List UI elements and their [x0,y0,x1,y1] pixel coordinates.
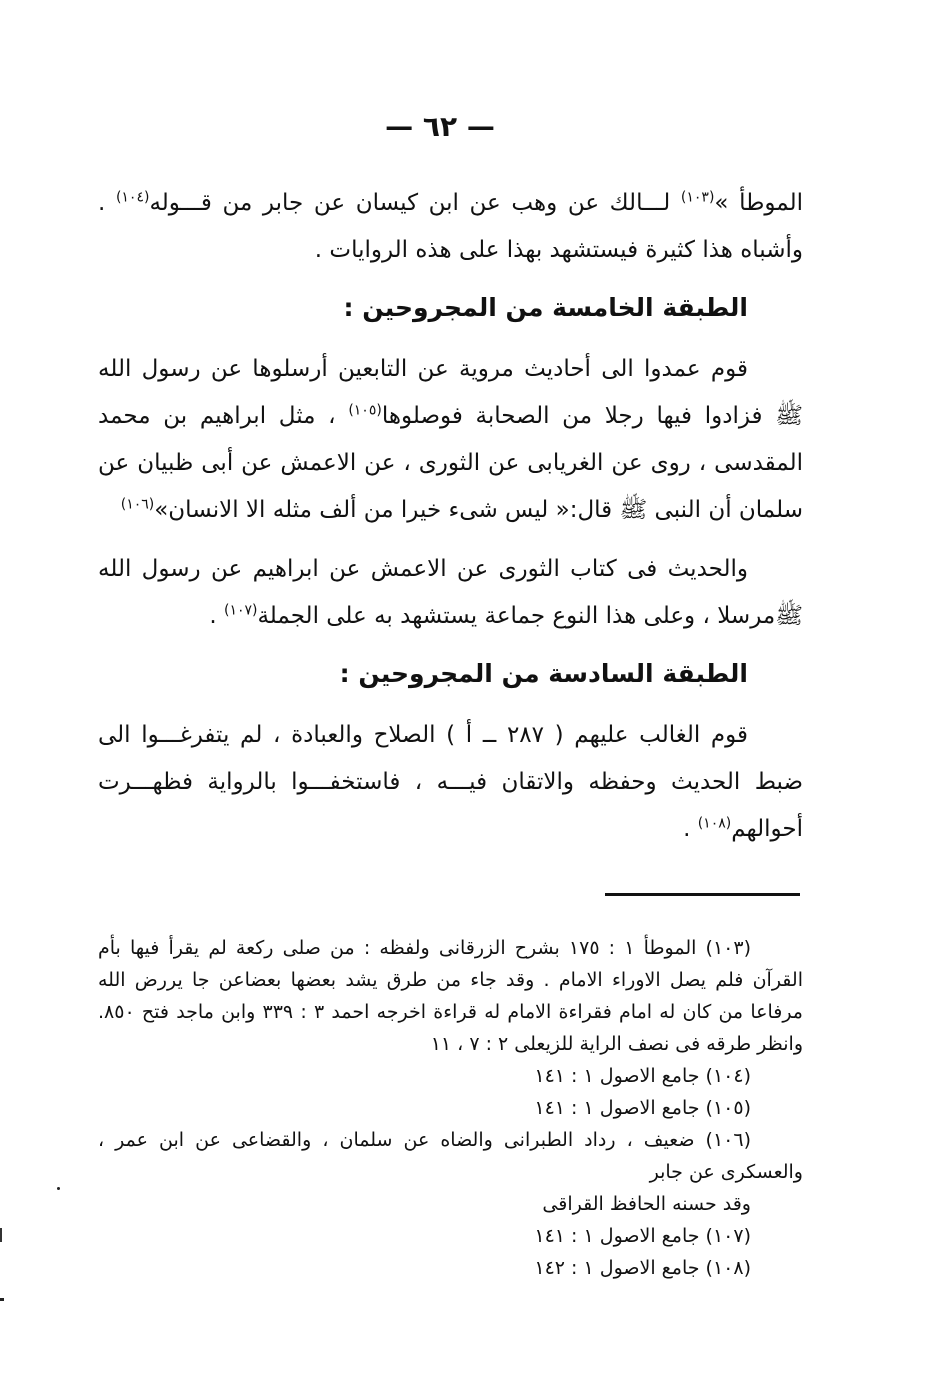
footnote-103: (١٠٣) الموطأ ١ : ١٧٥ بشرح الزرقانى ولفظه : من صلى ركعة لم يقرأ فيها بأم القرآن فلم يصل الاوراء الامام . وقد جاء من طرق يشد بعضها بعضاعن جا يررض الله مرفاعا من كان له امام فقراءة الامام له قراءة اخرجه احمد ٣ : ٣٣٩ وابن ماجد فتح ٨٥٠. وانظر طرقه فى نصف الراية للزيعلى ٢ : ٧ ، ١١ [98,937,803,1055]
footnote-108: (١٠٨) جامع الاصول ١ : ١٤٢ [534,1257,751,1279]
paragraph-intro [98,180,803,274]
footnote-ref-103[interactable]: (١٠٣) [680,189,715,206]
footnote-107: (١٠٧) جامع الاصول ١ : ١٤١ [534,1225,751,1247]
footnote-ref-108[interactable]: (١٠٨) [697,815,732,832]
text-run: لـــالك عن وهب عن ابن كيسان عن جابر من قـــوله [149,190,681,216]
text-run: ، مثل ابراهيم بن محمد المقدسى ، روى عن الغريابى عن الثورى ، عن الاعمش عن أبى ظبيان عن سلمان أن النبى ﷺ قال:« ليس شىء خيرا من ألف مثله الا الانسان» [98,403,803,523]
scan-edge-mark [0,1228,2,1242]
section-heading-5: الطبقة الخامسة من المجروحين : [343,293,748,322]
paragraph-5b [98,546,803,640]
footnote-105: (١٠٥) جامع الاصول ١ : ١٤١ [534,1097,751,1119]
footnotes [98,932,803,1284]
text-run: . وأشباه هذا كثيرة فيستشهد بهذا على هذه الروايات . [98,190,803,263]
footnote-106: (١٠٦) ضعيف ، رداد الطبرانى والضاه عن سلمان ، والقضاعى عن ابن عمر ، والعسكرى عن جابر [98,1129,803,1183]
text-run: . [209,603,224,629]
footnote-ref-104[interactable]: (١٠٤) [115,189,150,206]
footnote-ref-106[interactable]: (١٠٦) [120,496,155,513]
text-run: قوم الغالب عليهم ( ٢٨٧ ــ أ ) الصلاح والعبادة ، لم يتفرغـــوا الى ضبط الحديث وحفظه والاتقان فيـــه ، فاستخفـــوا بالرواية فظهـــرت أحوالهم [98,722,803,842]
text-run: قوم عمدوا الى أحاديث مروية عن التابعين أرسلوها عن رسول الله ﷺ فزادوا فيها رجلا من الصحابة فوصلوها [98,356,804,429]
paragraph-5 [98,346,803,534]
footnote-divider [605,893,800,896]
section-heading-6: الطبقة السادسة من المجروحين : [339,659,748,688]
footnote-ref-107[interactable]: (١٠٧) [223,602,258,619]
footnote-106-note: وقد حسنه الحافظ القراقى [542,1193,751,1215]
paragraph-6 [98,712,803,853]
text-run: والحديث فى كتاب الثورى عن الاعمش عن ابراهيم عن رسول الله ﷺمرسلا ، وعلى هذا النوع جماعة يستشهد به على الجملة [98,556,803,629]
scan-edge-mark [0,1298,4,1301]
page-number: — ٦٢ — [385,110,495,143]
footnote-104: (١٠٤) جامع الاصول ١ : ١٤١ [534,1065,751,1087]
main-text [98,180,803,865]
footnote-ref-105[interactable]: (١٠٥) [348,402,382,419]
text-run: الموطأ » [714,190,803,216]
scan-speck [57,1187,60,1190]
text-run: . [683,816,698,842]
